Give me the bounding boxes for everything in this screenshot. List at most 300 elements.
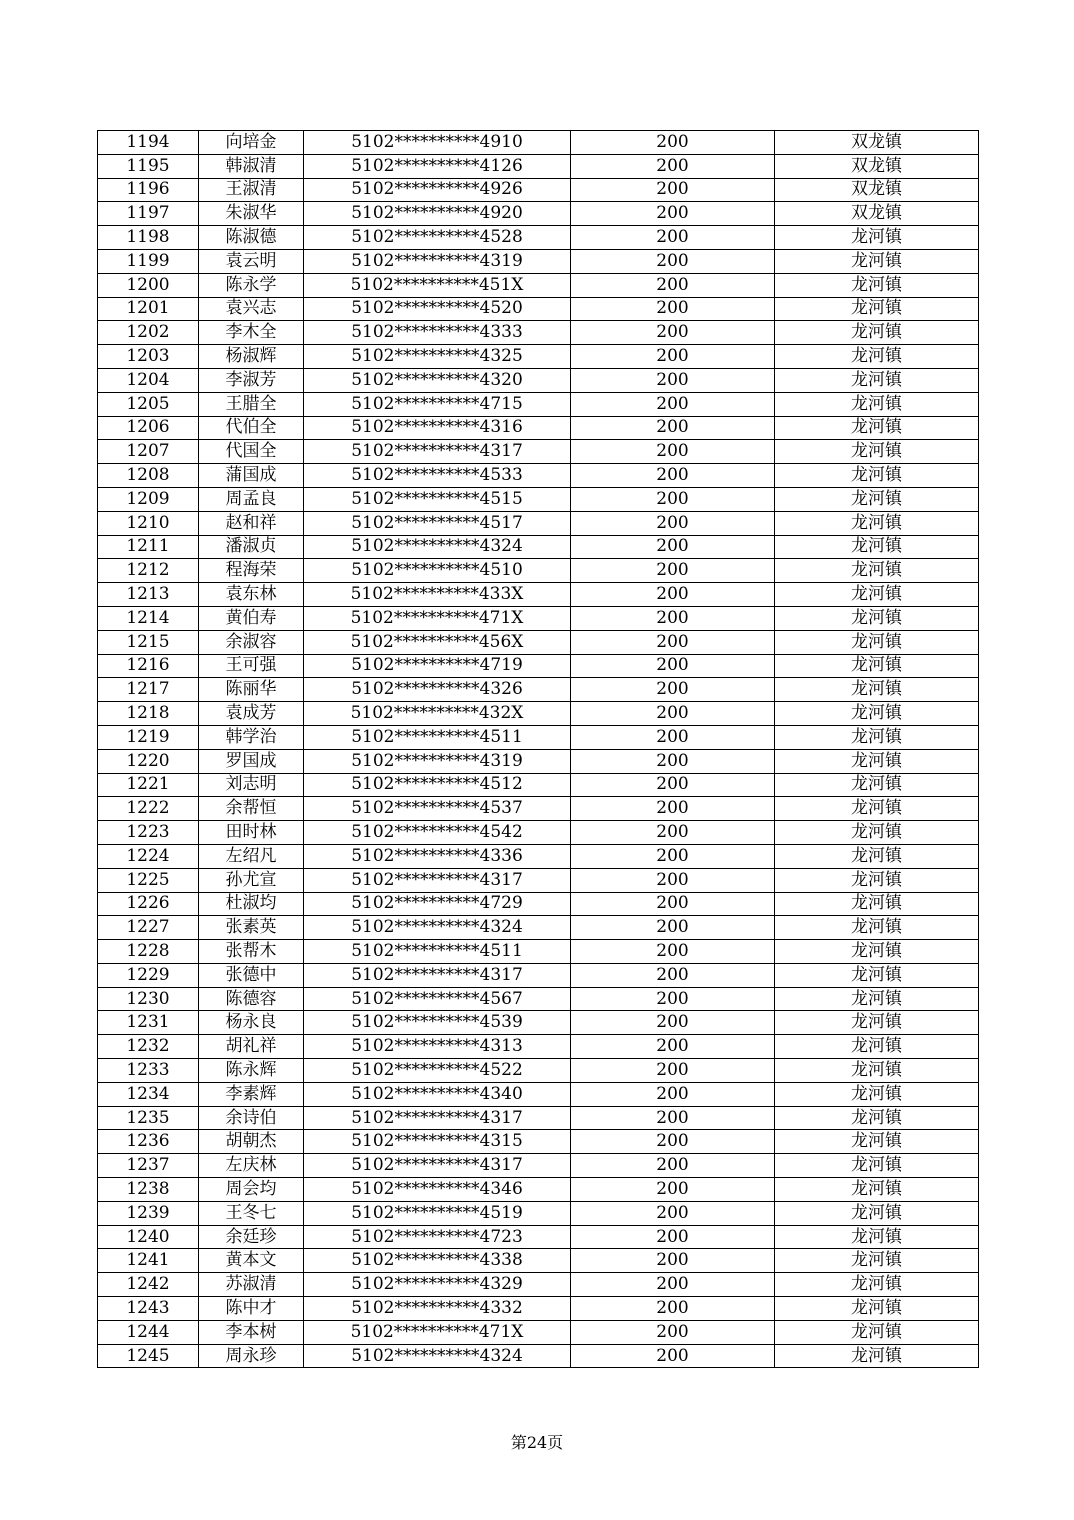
id-number-cell: 5102**********4520: [304, 297, 571, 321]
name-cell: 李本树: [199, 1320, 304, 1344]
amount-cell: 200: [571, 654, 775, 678]
roster-table-body: [98, 131, 979, 1368]
amount-cell: 200: [571, 844, 775, 868]
table-row: [98, 511, 979, 535]
name-cell: 余诗伯: [199, 1106, 304, 1130]
table-row: [98, 1225, 979, 1249]
id-number-cell: 5102**********4542: [304, 821, 571, 845]
amount-cell: 200: [571, 1011, 775, 1035]
id-number-cell: 5102**********4317: [304, 1154, 571, 1178]
town-cell: 龙河镇: [775, 821, 979, 845]
amount-cell: 200: [571, 1106, 775, 1130]
serial-number-cell: 1196: [98, 178, 199, 202]
table-row: [98, 1035, 979, 1059]
table-row: [98, 249, 979, 273]
id-number-cell: 5102**********4324: [304, 916, 571, 940]
town-cell: 龙河镇: [775, 916, 979, 940]
amount-cell: 200: [571, 749, 775, 773]
table-row: [98, 963, 979, 987]
amount-cell: 200: [571, 773, 775, 797]
table-row: [98, 226, 979, 250]
serial-number-cell: 1195: [98, 154, 199, 178]
serial-number-cell: 1238: [98, 1178, 199, 1202]
name-cell: 陈中才: [199, 1297, 304, 1321]
amount-cell: 200: [571, 535, 775, 559]
serial-number-cell: 1237: [98, 1154, 199, 1178]
table-row: [98, 464, 979, 488]
table-row: [98, 131, 979, 155]
serial-number-cell: 1216: [98, 654, 199, 678]
id-number-cell: 5102**********4537: [304, 797, 571, 821]
serial-number-cell: 1208: [98, 464, 199, 488]
table-row: [98, 321, 979, 345]
table-row: [98, 368, 979, 392]
amount-cell: 200: [571, 916, 775, 940]
serial-number-cell: 1235: [98, 1106, 199, 1130]
town-cell: 龙河镇: [775, 868, 979, 892]
serial-number-cell: 1212: [98, 559, 199, 583]
name-cell: 周孟良: [199, 487, 304, 511]
id-number-cell: 5102**********4325: [304, 345, 571, 369]
id-number-cell: 5102**********4336: [304, 844, 571, 868]
amount-cell: 200: [571, 725, 775, 749]
id-number-cell: 5102**********4715: [304, 392, 571, 416]
serial-number-cell: 1200: [98, 273, 199, 297]
town-cell: 龙河镇: [775, 1297, 979, 1321]
id-number-cell: 5102**********4346: [304, 1178, 571, 1202]
table-row: [98, 1249, 979, 1273]
table-row: [98, 678, 979, 702]
town-cell: 龙河镇: [775, 487, 979, 511]
name-cell: 李淑芳: [199, 368, 304, 392]
id-number-cell: 5102**********4515: [304, 487, 571, 511]
amount-cell: 200: [571, 940, 775, 964]
town-cell: 龙河镇: [775, 702, 979, 726]
town-cell: 龙河镇: [775, 630, 979, 654]
id-number-cell: 5102**********4519: [304, 1201, 571, 1225]
serial-number-cell: 1219: [98, 725, 199, 749]
name-cell: 罗国成: [199, 749, 304, 773]
id-number-cell: 5102**********4340: [304, 1082, 571, 1106]
id-number-cell: 5102**********4528: [304, 226, 571, 250]
id-number-cell: 5102**********4126: [304, 154, 571, 178]
serial-number-cell: 1210: [98, 511, 199, 535]
town-cell: 龙河镇: [775, 1106, 979, 1130]
amount-cell: 200: [571, 226, 775, 250]
id-number-cell: 5102**********451X: [304, 273, 571, 297]
name-cell: 程海荣: [199, 559, 304, 583]
amount-cell: 200: [571, 1225, 775, 1249]
town-cell: 龙河镇: [775, 987, 979, 1011]
amount-cell: 200: [571, 1201, 775, 1225]
name-cell: 陈德容: [199, 987, 304, 1011]
town-cell: 龙河镇: [775, 416, 979, 440]
id-number-cell: 5102**********4319: [304, 249, 571, 273]
name-cell: 代伯全: [199, 416, 304, 440]
name-cell: 黄伯寿: [199, 606, 304, 630]
town-cell: 双龙镇: [775, 154, 979, 178]
table-row: [98, 749, 979, 773]
table-row: [98, 1178, 979, 1202]
town-cell: 龙河镇: [775, 297, 979, 321]
town-cell: 龙河镇: [775, 797, 979, 821]
town-cell: 龙河镇: [775, 345, 979, 369]
town-cell: 龙河镇: [775, 535, 979, 559]
table-row: [98, 821, 979, 845]
serial-number-cell: 1239: [98, 1201, 199, 1225]
town-cell: 龙河镇: [775, 1154, 979, 1178]
name-cell: 袁成芳: [199, 702, 304, 726]
id-number-cell: 5102**********4512: [304, 773, 571, 797]
table-row: [98, 1011, 979, 1035]
table-row: [98, 1344, 979, 1368]
id-number-cell: 5102**********4723: [304, 1225, 571, 1249]
serial-number-cell: 1228: [98, 940, 199, 964]
id-number-cell: 5102**********4920: [304, 202, 571, 226]
amount-cell: 200: [571, 345, 775, 369]
amount-cell: 200: [571, 464, 775, 488]
name-cell: 袁云明: [199, 249, 304, 273]
id-number-cell: 5102**********4332: [304, 1297, 571, 1321]
town-cell: 龙河镇: [775, 1320, 979, 1344]
id-number-cell: 5102**********4324: [304, 535, 571, 559]
table-row: [98, 940, 979, 964]
amount-cell: 200: [571, 392, 775, 416]
amount-cell: 200: [571, 702, 775, 726]
amount-cell: 200: [571, 178, 775, 202]
name-cell: 王腊全: [199, 392, 304, 416]
serial-number-cell: 1244: [98, 1320, 199, 1344]
amount-cell: 200: [571, 797, 775, 821]
name-cell: 田时林: [199, 821, 304, 845]
id-number-cell: 5102**********4319: [304, 749, 571, 773]
town-cell: 龙河镇: [775, 1225, 979, 1249]
serial-number-cell: 1234: [98, 1082, 199, 1106]
table-row: [98, 606, 979, 630]
amount-cell: 200: [571, 1320, 775, 1344]
name-cell: 张德中: [199, 963, 304, 987]
amount-cell: 200: [571, 1130, 775, 1154]
town-cell: 龙河镇: [775, 226, 979, 250]
name-cell: 杨永良: [199, 1011, 304, 1035]
name-cell: 周会均: [199, 1178, 304, 1202]
serial-number-cell: 1223: [98, 821, 199, 845]
town-cell: 龙河镇: [775, 249, 979, 273]
name-cell: 余淑容: [199, 630, 304, 654]
name-cell: 王可强: [199, 654, 304, 678]
id-number-cell: 5102**********4315: [304, 1130, 571, 1154]
name-cell: 王淑清: [199, 178, 304, 202]
town-cell: 龙河镇: [775, 321, 979, 345]
table-row: [98, 487, 979, 511]
table-row: [98, 892, 979, 916]
name-cell: 韩学治: [199, 725, 304, 749]
id-number-cell: 5102**********4316: [304, 416, 571, 440]
table-row: [98, 654, 979, 678]
id-number-cell: 5102**********4329: [304, 1273, 571, 1297]
town-cell: 龙河镇: [775, 1011, 979, 1035]
id-number-cell: 5102**********4510: [304, 559, 571, 583]
name-cell: 潘淑贞: [199, 535, 304, 559]
serial-number-cell: 1213: [98, 583, 199, 607]
town-cell: 龙河镇: [775, 583, 979, 607]
name-cell: 张素英: [199, 916, 304, 940]
amount-cell: 200: [571, 868, 775, 892]
town-cell: 龙河镇: [775, 368, 979, 392]
town-cell: 龙河镇: [775, 1130, 979, 1154]
serial-number-cell: 1230: [98, 987, 199, 1011]
id-number-cell: 5102**********4326: [304, 678, 571, 702]
table-row: [98, 1082, 979, 1106]
table-row: [98, 440, 979, 464]
table-row: [98, 202, 979, 226]
table-row: [98, 1201, 979, 1225]
id-number-cell: 5102**********471X: [304, 606, 571, 630]
serial-number-cell: 1204: [98, 368, 199, 392]
id-number-cell: 5102**********4517: [304, 511, 571, 535]
amount-cell: 200: [571, 511, 775, 535]
name-cell: 李素辉: [199, 1082, 304, 1106]
name-cell: 陈永辉: [199, 1059, 304, 1083]
name-cell: 左庆林: [199, 1154, 304, 1178]
id-number-cell: 5102**********4910: [304, 131, 571, 155]
name-cell: 杨淑辉: [199, 345, 304, 369]
town-cell: 龙河镇: [775, 1249, 979, 1273]
amount-cell: 200: [571, 416, 775, 440]
table-row: [98, 987, 979, 1011]
table-row: [98, 178, 979, 202]
amount-cell: 200: [571, 1249, 775, 1273]
town-cell: 龙河镇: [775, 940, 979, 964]
serial-number-cell: 1194: [98, 131, 199, 155]
amount-cell: 200: [571, 368, 775, 392]
serial-number-cell: 1222: [98, 797, 199, 821]
town-cell: 龙河镇: [775, 654, 979, 678]
serial-number-cell: 1203: [98, 345, 199, 369]
name-cell: 朱淑华: [199, 202, 304, 226]
town-cell: 龙河镇: [775, 440, 979, 464]
id-number-cell: 5102**********4926: [304, 178, 571, 202]
table-row: [98, 844, 979, 868]
id-number-cell: 5102**********4729: [304, 892, 571, 916]
name-cell: 胡朝杰: [199, 1130, 304, 1154]
town-cell: 龙河镇: [775, 749, 979, 773]
id-number-cell: 5102**********4317: [304, 440, 571, 464]
table-row: [98, 773, 979, 797]
amount-cell: 200: [571, 1344, 775, 1368]
table-row: [98, 1059, 979, 1083]
amount-cell: 200: [571, 583, 775, 607]
serial-number-cell: 1243: [98, 1297, 199, 1321]
table-row: [98, 535, 979, 559]
amount-cell: 200: [571, 678, 775, 702]
name-cell: 张帮木: [199, 940, 304, 964]
name-cell: 余帮恒: [199, 797, 304, 821]
name-cell: 陈淑德: [199, 226, 304, 250]
name-cell: 苏淑清: [199, 1273, 304, 1297]
serial-number-cell: 1217: [98, 678, 199, 702]
amount-cell: 200: [571, 297, 775, 321]
amount-cell: 200: [571, 606, 775, 630]
name-cell: 王冬七: [199, 1201, 304, 1225]
serial-number-cell: 1206: [98, 416, 199, 440]
serial-number-cell: 1225: [98, 868, 199, 892]
serial-number-cell: 1226: [98, 892, 199, 916]
name-cell: 李木全: [199, 321, 304, 345]
serial-number-cell: 1236: [98, 1130, 199, 1154]
name-cell: 左绍凡: [199, 844, 304, 868]
name-cell: 韩淑清: [199, 154, 304, 178]
serial-number-cell: 1229: [98, 963, 199, 987]
id-number-cell: 5102**********4511: [304, 940, 571, 964]
town-cell: 龙河镇: [775, 464, 979, 488]
serial-number-cell: 1221: [98, 773, 199, 797]
id-number-cell: 5102**********4719: [304, 654, 571, 678]
town-cell: 龙河镇: [775, 606, 979, 630]
amount-cell: 200: [571, 154, 775, 178]
id-number-cell: 5102**********4317: [304, 963, 571, 987]
table-row: [98, 154, 979, 178]
amount-cell: 200: [571, 821, 775, 845]
serial-number-cell: 1209: [98, 487, 199, 511]
id-number-cell: 5102**********4317: [304, 868, 571, 892]
table-row: [98, 392, 979, 416]
amount-cell: 200: [571, 1297, 775, 1321]
serial-number-cell: 1215: [98, 630, 199, 654]
id-number-cell: 5102**********4522: [304, 1059, 571, 1083]
table-row: [98, 273, 979, 297]
town-cell: 龙河镇: [775, 559, 979, 583]
id-number-cell: 5102**********4567: [304, 987, 571, 1011]
amount-cell: 200: [571, 559, 775, 583]
amount-cell: 200: [571, 1154, 775, 1178]
name-cell: 孙尤宣: [199, 868, 304, 892]
amount-cell: 200: [571, 1082, 775, 1106]
serial-number-cell: 1198: [98, 226, 199, 250]
amount-cell: 200: [571, 321, 775, 345]
table-row: [98, 1106, 979, 1130]
id-number-cell: 5102**********4320: [304, 368, 571, 392]
id-number-cell: 5102**********4324: [304, 1344, 571, 1368]
serial-number-cell: 1201: [98, 297, 199, 321]
serial-number-cell: 1218: [98, 702, 199, 726]
town-cell: 龙河镇: [775, 892, 979, 916]
amount-cell: 200: [571, 440, 775, 464]
name-cell: 周永珍: [199, 1344, 304, 1368]
town-cell: 龙河镇: [775, 678, 979, 702]
serial-number-cell: 1242: [98, 1273, 199, 1297]
id-number-cell: 5102**********432X: [304, 702, 571, 726]
amount-cell: 200: [571, 1273, 775, 1297]
table-row: [98, 868, 979, 892]
table-row: [98, 1273, 979, 1297]
table-row: [98, 630, 979, 654]
serial-number-cell: 1241: [98, 1249, 199, 1273]
table-row: [98, 416, 979, 440]
name-cell: 杜淑均: [199, 892, 304, 916]
table-row: [98, 1130, 979, 1154]
town-cell: 龙河镇: [775, 1344, 979, 1368]
town-cell: 龙河镇: [775, 773, 979, 797]
id-number-cell: 5102**********471X: [304, 1320, 571, 1344]
amount-cell: 200: [571, 630, 775, 654]
name-cell: 黄本文: [199, 1249, 304, 1273]
amount-cell: 200: [571, 1059, 775, 1083]
name-cell: 胡礼祥: [199, 1035, 304, 1059]
id-number-cell: 5102**********4511: [304, 725, 571, 749]
id-number-cell: 5102**********433X: [304, 583, 571, 607]
amount-cell: 200: [571, 273, 775, 297]
town-cell: 龙河镇: [775, 1178, 979, 1202]
name-cell: 刘志明: [199, 773, 304, 797]
serial-number-cell: 1202: [98, 321, 199, 345]
name-cell: 向培金: [199, 131, 304, 155]
name-cell: 蒲国成: [199, 464, 304, 488]
name-cell: 代国全: [199, 440, 304, 464]
page-number: 第24页: [510, 1433, 564, 1452]
town-cell: 龙河镇: [775, 963, 979, 987]
serial-number-cell: 1240: [98, 1225, 199, 1249]
table-row: [98, 916, 979, 940]
serial-number-cell: 1214: [98, 606, 199, 630]
serial-number-cell: 1207: [98, 440, 199, 464]
id-number-cell: 5102**********4313: [304, 1035, 571, 1059]
amount-cell: 200: [571, 249, 775, 273]
table-row: [98, 297, 979, 321]
town-cell: 龙河镇: [775, 1082, 979, 1106]
town-cell: 双龙镇: [775, 202, 979, 226]
town-cell: 龙河镇: [775, 511, 979, 535]
town-cell: 龙河镇: [775, 1035, 979, 1059]
town-cell: 龙河镇: [775, 844, 979, 868]
town-cell: 龙河镇: [775, 273, 979, 297]
amount-cell: 200: [571, 202, 775, 226]
serial-number-cell: 1227: [98, 916, 199, 940]
serial-number-cell: 1233: [98, 1059, 199, 1083]
serial-number-cell: 1211: [98, 535, 199, 559]
town-cell: 龙河镇: [775, 1059, 979, 1083]
serial-number-cell: 1199: [98, 249, 199, 273]
serial-number-cell: 1220: [98, 749, 199, 773]
id-number-cell: 5102**********4338: [304, 1249, 571, 1273]
serial-number-cell: 1232: [98, 1035, 199, 1059]
serial-number-cell: 1205: [98, 392, 199, 416]
subsidy-roster-table: [97, 130, 979, 1368]
town-cell: 双龙镇: [775, 131, 979, 155]
id-number-cell: 5102**********4333: [304, 321, 571, 345]
table-row: [98, 797, 979, 821]
table-row: [98, 1297, 979, 1321]
name-cell: 余廷珍: [199, 1225, 304, 1249]
amount-cell: 200: [571, 963, 775, 987]
id-number-cell: 5102**********4533: [304, 464, 571, 488]
table-row: [98, 345, 979, 369]
amount-cell: 200: [571, 1178, 775, 1202]
id-number-cell: 5102**********4317: [304, 1106, 571, 1130]
amount-cell: 200: [571, 131, 775, 155]
town-cell: 龙河镇: [775, 392, 979, 416]
name-cell: 赵和祥: [199, 511, 304, 535]
table-row: [98, 559, 979, 583]
amount-cell: 200: [571, 487, 775, 511]
town-cell: 龙河镇: [775, 1273, 979, 1297]
serial-number-cell: 1224: [98, 844, 199, 868]
table-row: [98, 583, 979, 607]
name-cell: 陈永学: [199, 273, 304, 297]
id-number-cell: 5102**********456X: [304, 630, 571, 654]
id-number-cell: 5102**********4539: [304, 1011, 571, 1035]
serial-number-cell: 1245: [98, 1344, 199, 1368]
